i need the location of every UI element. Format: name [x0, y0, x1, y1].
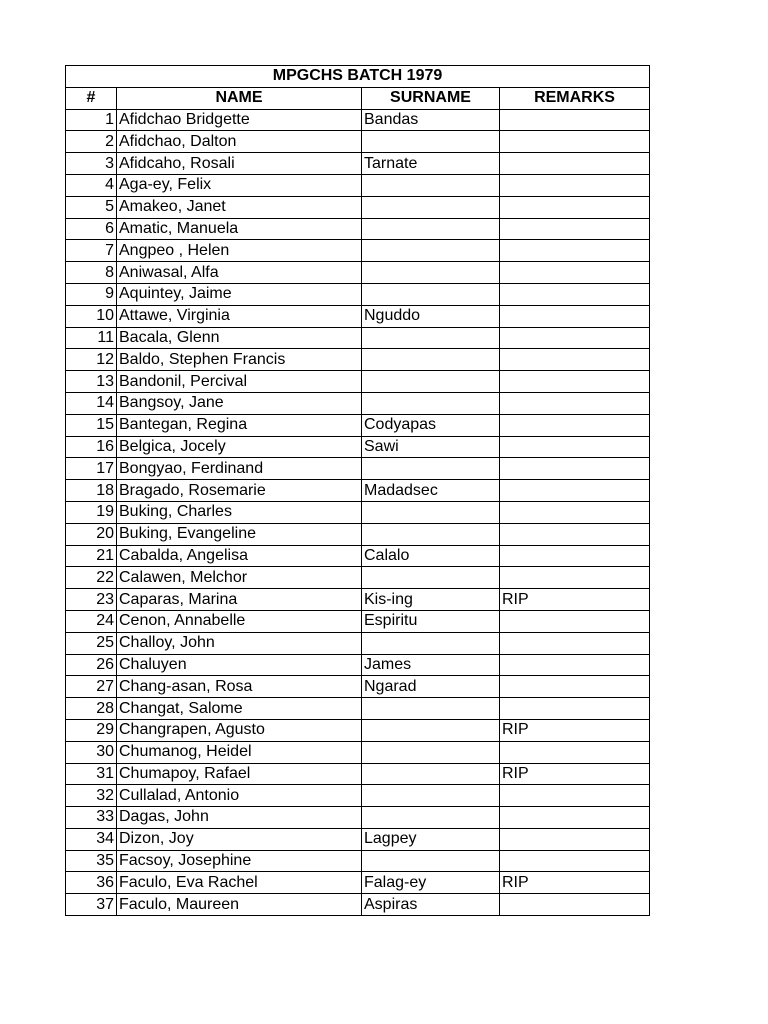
- table-row: [66, 131, 650, 153]
- surname-cell: Falag-ey: [362, 872, 500, 894]
- name-cell: Caparas, Marina: [117, 589, 362, 611]
- table-row: [66, 371, 650, 393]
- table-row: [66, 894, 650, 916]
- table-row: [66, 218, 650, 240]
- remarks-cell: [500, 283, 650, 305]
- table-row: [66, 807, 650, 829]
- surname-cell: [362, 785, 500, 807]
- surname-cell: [362, 218, 500, 240]
- remarks-cell: [500, 567, 650, 589]
- row-number-cell: 18: [66, 480, 117, 502]
- name-cell: Changat, Salome: [117, 698, 362, 720]
- name-cell: Buking, Evangeline: [117, 523, 362, 545]
- remarks-cell: RIP: [500, 589, 650, 611]
- row-number-cell: 37: [66, 894, 117, 916]
- name-cell: Calawen, Melchor: [117, 567, 362, 589]
- surname-cell: [362, 632, 500, 654]
- row-number-cell: 29: [66, 719, 117, 741]
- name-cell: Afidcaho, Rosali: [117, 153, 362, 175]
- surname-cell: Madadsec: [362, 480, 500, 502]
- remarks-cell: [500, 196, 650, 218]
- remarks-cell: [500, 218, 650, 240]
- surname-cell: Tarnate: [362, 153, 500, 175]
- surname-cell: Aspiras: [362, 894, 500, 916]
- surname-cell: Lagpey: [362, 828, 500, 850]
- surname-cell: Calalo: [362, 545, 500, 567]
- name-cell: Chaluyen: [117, 654, 362, 676]
- row-number-cell: 9: [66, 283, 117, 305]
- row-number-cell: 4: [66, 174, 117, 196]
- name-cell: Cabalda, Angelisa: [117, 545, 362, 567]
- surname-cell: Codyapas: [362, 414, 500, 436]
- table-row: [66, 763, 650, 785]
- surname-cell: [362, 523, 500, 545]
- row-number-cell: 28: [66, 698, 117, 720]
- row-number-cell: 15: [66, 414, 117, 436]
- name-cell: Faculo, Eva Rachel: [117, 872, 362, 894]
- remarks-cell: RIP: [500, 763, 650, 785]
- table-row: [66, 480, 650, 502]
- remarks-cell: [500, 240, 650, 262]
- surname-cell: [362, 501, 500, 523]
- surname-cell: [362, 262, 500, 284]
- name-cell: Aniwasal, Alfa: [117, 262, 362, 284]
- row-number-cell: 32: [66, 785, 117, 807]
- surname-cell: Espiritu: [362, 610, 500, 632]
- surname-cell: [362, 458, 500, 480]
- row-number-cell: 22: [66, 567, 117, 589]
- table-body: [66, 109, 650, 915]
- surname-cell: [362, 763, 500, 785]
- name-cell: Dagas, John: [117, 807, 362, 829]
- remarks-cell: [500, 109, 650, 131]
- name-cell: Changrapen, Agusto: [117, 719, 362, 741]
- surname-cell: Ngarad: [362, 676, 500, 698]
- row-number-cell: 25: [66, 632, 117, 654]
- name-cell: Amakeo, Janet: [117, 196, 362, 218]
- name-cell: Belgica, Jocely: [117, 436, 362, 458]
- row-number-cell: 19: [66, 501, 117, 523]
- remarks-cell: [500, 458, 650, 480]
- column-header-remarks: REMARKS: [500, 87, 650, 109]
- name-cell: Bongyao, Ferdinand: [117, 458, 362, 480]
- row-number-cell: 3: [66, 153, 117, 175]
- name-cell: Aga-ey, Felix: [117, 174, 362, 196]
- remarks-cell: [500, 785, 650, 807]
- row-number-cell: 14: [66, 392, 117, 414]
- remarks-cell: [500, 153, 650, 175]
- surname-cell: [362, 371, 500, 393]
- table-row: [66, 698, 650, 720]
- table-row: [66, 719, 650, 741]
- remarks-cell: [500, 850, 650, 872]
- surname-cell: [362, 850, 500, 872]
- surname-cell: [362, 174, 500, 196]
- table-row: [66, 174, 650, 196]
- table-row: [66, 501, 650, 523]
- remarks-cell: [500, 349, 650, 371]
- row-number-cell: 24: [66, 610, 117, 632]
- table-row: [66, 262, 650, 284]
- surname-cell: [362, 392, 500, 414]
- title-row: [66, 66, 650, 88]
- table-title: MPGCHS BATCH 1979: [66, 66, 650, 88]
- surname-cell: [362, 283, 500, 305]
- remarks-cell: [500, 131, 650, 153]
- name-cell: Bandonil, Percival: [117, 371, 362, 393]
- surname-cell: [362, 240, 500, 262]
- surname-cell: [362, 196, 500, 218]
- row-number-cell: 34: [66, 828, 117, 850]
- column-header-surname: SURNAME: [362, 87, 500, 109]
- remarks-cell: [500, 262, 650, 284]
- batch-roster-table: [65, 65, 650, 916]
- row-number-cell: 13: [66, 371, 117, 393]
- table-row: [66, 632, 650, 654]
- column-header-number: #: [66, 87, 117, 109]
- table-row: [66, 109, 650, 131]
- remarks-cell: [500, 807, 650, 829]
- table-row: [66, 283, 650, 305]
- row-number-cell: 35: [66, 850, 117, 872]
- remarks-cell: [500, 480, 650, 502]
- column-header-name: NAME: [117, 87, 362, 109]
- name-cell: Baldo, Stephen Francis: [117, 349, 362, 371]
- surname-cell: Sawi: [362, 436, 500, 458]
- row-number-cell: 31: [66, 763, 117, 785]
- remarks-cell: [500, 894, 650, 916]
- table-row: [66, 850, 650, 872]
- remarks-cell: [500, 371, 650, 393]
- table-row: [66, 458, 650, 480]
- row-number-cell: 5: [66, 196, 117, 218]
- name-cell: Afidchao Bridgette: [117, 109, 362, 131]
- name-cell: Chang-asan, Rosa: [117, 676, 362, 698]
- surname-cell: [362, 327, 500, 349]
- remarks-cell: [500, 632, 650, 654]
- table-row: [66, 654, 650, 676]
- name-cell: Bangsoy, Jane: [117, 392, 362, 414]
- row-number-cell: 11: [66, 327, 117, 349]
- remarks-cell: [500, 174, 650, 196]
- table-row: [66, 436, 650, 458]
- surname-cell: [362, 349, 500, 371]
- table-row: [66, 414, 650, 436]
- surname-cell: James: [362, 654, 500, 676]
- remarks-cell: [500, 327, 650, 349]
- surname-cell: [362, 698, 500, 720]
- row-number-cell: 33: [66, 807, 117, 829]
- name-cell: Faculo, Maureen: [117, 894, 362, 916]
- header-row: [66, 87, 650, 109]
- row-number-cell: 27: [66, 676, 117, 698]
- table-row: [66, 240, 650, 262]
- name-cell: Chumanog, Heidel: [117, 741, 362, 763]
- remarks-cell: [500, 828, 650, 850]
- table-row: [66, 545, 650, 567]
- remarks-cell: RIP: [500, 872, 650, 894]
- table-row: [66, 785, 650, 807]
- table-row: [66, 196, 650, 218]
- row-number-cell: 7: [66, 240, 117, 262]
- name-cell: Facsoy, Josephine: [117, 850, 362, 872]
- row-number-cell: 36: [66, 872, 117, 894]
- name-cell: Bacala, Glenn: [117, 327, 362, 349]
- row-number-cell: 10: [66, 305, 117, 327]
- remarks-cell: [500, 305, 650, 327]
- remarks-cell: [500, 610, 650, 632]
- name-cell: Afidchao, Dalton: [117, 131, 362, 153]
- name-cell: Chumapoy, Rafael: [117, 763, 362, 785]
- remarks-cell: [500, 392, 650, 414]
- row-number-cell: 12: [66, 349, 117, 371]
- row-number-cell: 17: [66, 458, 117, 480]
- name-cell: Bantegan, Regina: [117, 414, 362, 436]
- surname-cell: Bandas: [362, 109, 500, 131]
- surname-cell: [362, 719, 500, 741]
- remarks-cell: [500, 414, 650, 436]
- remarks-cell: [500, 523, 650, 545]
- name-cell: Aquintey, Jaime: [117, 283, 362, 305]
- name-cell: Attawe, Virginia: [117, 305, 362, 327]
- name-cell: Cullalad, Antonio: [117, 785, 362, 807]
- remarks-cell: [500, 698, 650, 720]
- row-number-cell: 6: [66, 218, 117, 240]
- name-cell: Amatic, Manuela: [117, 218, 362, 240]
- row-number-cell: 23: [66, 589, 117, 611]
- row-number-cell: 21: [66, 545, 117, 567]
- remarks-cell: [500, 654, 650, 676]
- remarks-cell: [500, 436, 650, 458]
- table-row: [66, 523, 650, 545]
- remarks-cell: RIP: [500, 719, 650, 741]
- row-number-cell: 20: [66, 523, 117, 545]
- surname-cell: [362, 807, 500, 829]
- row-number-cell: 8: [66, 262, 117, 284]
- surname-cell: Kis-ing: [362, 589, 500, 611]
- name-cell: Cenon, Annabelle: [117, 610, 362, 632]
- surname-cell: Nguddo: [362, 305, 500, 327]
- table-row: [66, 872, 650, 894]
- table-row: [66, 305, 650, 327]
- surname-cell: [362, 741, 500, 763]
- name-cell: Bragado, Rosemarie: [117, 480, 362, 502]
- row-number-cell: 1: [66, 109, 117, 131]
- row-number-cell: 2: [66, 131, 117, 153]
- table-row: [66, 153, 650, 175]
- name-cell: Dizon, Joy: [117, 828, 362, 850]
- surname-cell: [362, 567, 500, 589]
- row-number-cell: 30: [66, 741, 117, 763]
- table-row: [66, 676, 650, 698]
- table-row: [66, 567, 650, 589]
- table-row: [66, 589, 650, 611]
- remarks-cell: [500, 676, 650, 698]
- table-row: [66, 349, 650, 371]
- name-cell: Buking, Charles: [117, 501, 362, 523]
- table-row: [66, 327, 650, 349]
- row-number-cell: 16: [66, 436, 117, 458]
- name-cell: Angpeo , Helen: [117, 240, 362, 262]
- table-row: [66, 828, 650, 850]
- table-row: [66, 392, 650, 414]
- table-row: [66, 741, 650, 763]
- remarks-cell: [500, 545, 650, 567]
- remarks-cell: [500, 741, 650, 763]
- row-number-cell: 26: [66, 654, 117, 676]
- remarks-cell: [500, 501, 650, 523]
- surname-cell: [362, 131, 500, 153]
- name-cell: Challoy, John: [117, 632, 362, 654]
- table-row: [66, 610, 650, 632]
